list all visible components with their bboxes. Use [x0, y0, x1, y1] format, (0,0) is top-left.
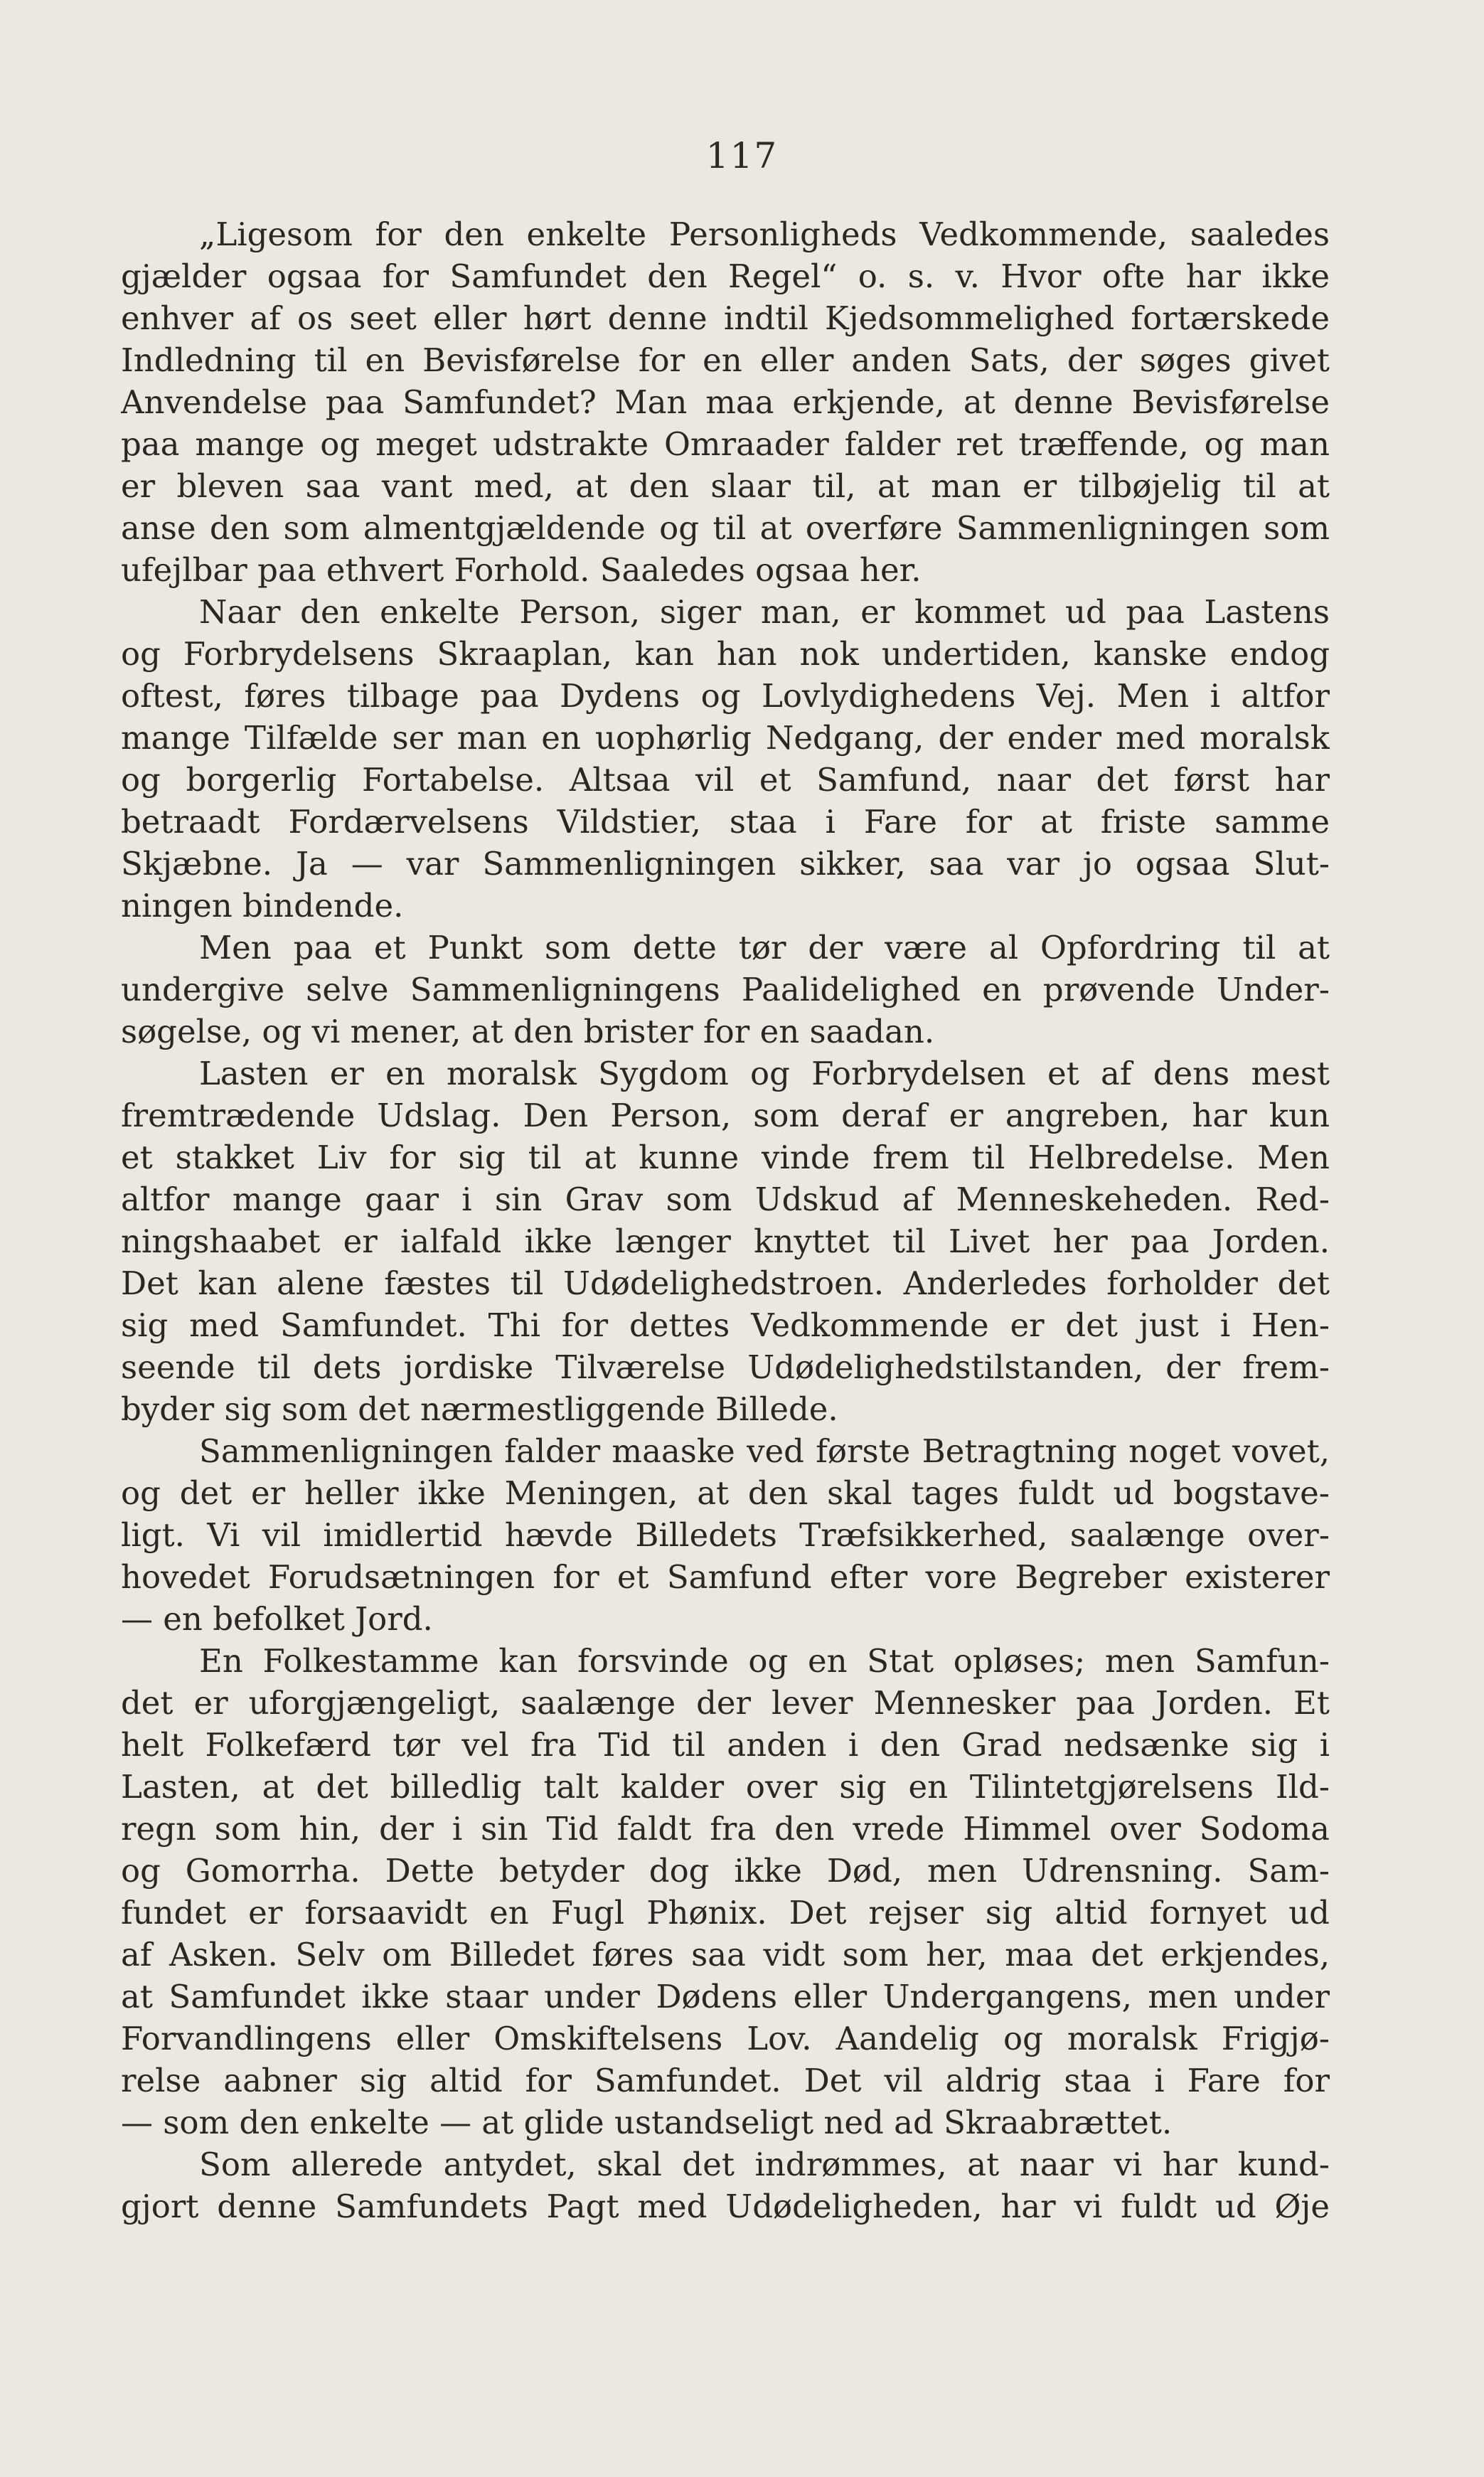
text-line: Sammenligningen falder maaske ved første Betragtning noget vovet, [199, 1432, 1330, 1470]
text-line: relse aabner sig altid for Samfundet. Det vil aldrig staa i Fare for [121, 2062, 1330, 2099]
text-line: Lasten, at det billedlig talt kalder over sig en Tilintetgjørelsens Ild- [121, 1768, 1330, 1806]
text-line: byder sig som det nærmestliggende Billede. [121, 1390, 838, 1428]
text-line: enhver af os seet eller hørt denne indtil Kjedsommelighed fortærskede [121, 299, 1330, 337]
text-line: helt Folkefærd tør vel fra Tid til anden i den Grad nedsænke sig i [121, 1726, 1330, 1764]
text-line: ufejlbar paa ethvert Forhold. Saaledes ogsaa her. [121, 551, 922, 589]
text-line: undergive selve Sammenligningens Paalidelighed en prøvende Under- [121, 971, 1330, 1008]
text-line: anse den som almentgjældende og til at overføre Sammenligningen som [121, 509, 1330, 547]
text-line: oftest, føres tilbage paa Dydens og Lovlydighedens Vej. Men i altfor [121, 677, 1330, 715]
page-number: 117 [705, 135, 779, 176]
text-line: — som den enkelte — at glide ustandseligt ned ad Skraabrættet. [121, 2104, 1173, 2141]
text-line: paa mange og meget udstrakte Omraader falder ret træffende, og man [121, 425, 1330, 463]
text-line: og borgerlig Fortabelse. Altsaa vil et Samfund, naar det først har [121, 761, 1330, 799]
text-line: mange Tilfælde ser man en uophørlig Nedgang, der ender med moralsk [121, 719, 1330, 757]
text-line: gjort denne Samfundets Pagt med Udødeligheden, har vi fuldt ud Øje [121, 2188, 1330, 2225]
text-line: betraadt Fordærvelsens Vildstier, staa i Fare for at friste samme [121, 803, 1330, 841]
text-line: regn som hin, der i sin Tid faldt fra den vrede Himmel over Sodoma [121, 1810, 1330, 1848]
text-line: Forvandlingens eller Omskiftelsens Lov. Aandelig og moralsk Frigjø- [121, 2020, 1330, 2057]
text-line: er bleven saa vant med, at den slaar til, at man er tilbøjelig til at [121, 467, 1330, 505]
text-line: og det er heller ikke Meningen, at den skal tages fuldt ud bogstave- [121, 1474, 1330, 1512]
text-line: det er uforgjængeligt, saalænge der lever Mennesker paa Jorden. Et [121, 1684, 1330, 1722]
text-line: ningen bindende. [121, 887, 404, 925]
text-line: at Samfundet ikke staar under Dødens eller Undergangens, men under [121, 1978, 1330, 2015]
text-line: Men paa et Punkt som dette tør der være al Opfordring til at [199, 929, 1330, 966]
text-line: Lasten er en moralsk Sygdom og Forbrydelsen et af dens mest [199, 1055, 1330, 1092]
text-line: hovedet Forudsætningen for et Samfund efter vore Begreber existerer [121, 1558, 1330, 1596]
text-line: og Gomorrha. Dette betyder dog ikke Død, men Udrensning. Sam- [121, 1852, 1330, 1890]
text-line: Som allerede antydet, skal det indrømmes, at naar vi har kund- [199, 2146, 1330, 2183]
text-line: seende til dets jordiske Tilværelse Udødelighedstilstanden, der frem- [121, 1348, 1330, 1386]
body-text [121, 213, 1330, 2227]
text-line: ligt. Vi vil imidlertid hævde Billedets Træfsikkerhed, saalænge over- [121, 1516, 1330, 1554]
text-line: „Ligesom for den enkelte Personligheds Vedkommende, saaledes [199, 215, 1330, 253]
text-line: Det kan alene fæstes til Udødelighedstroen. Anderledes forholder det [121, 1264, 1330, 1302]
text-line: fremtrædende Udslag. Den Person, som deraf er angreben, har kun [121, 1097, 1330, 1134]
text-line: sig med Samfundet. Thi for dettes Vedkommende er det just i Hen- [121, 1306, 1330, 1344]
text-line: gjælder ogsaa for Samfundet den Regel“ o. s. v. Hvor ofte har ikke [121, 257, 1330, 295]
text-line: Skjæbne. Ja — var Sammenligningen sikker, saa var jo ogsaa Slut- [121, 845, 1330, 883]
text-line: Indledning til en Bevisførelse for en eller anden Sats, der søges givet [121, 341, 1330, 379]
text-line: søgelse, og vi mener, at den brister for en saadan. [121, 1013, 935, 1050]
text-line: fundet er forsaavidt en Fugl Phønix. Det rejser sig altid fornyet ud [121, 1894, 1330, 1932]
text-line: En Folkestamme kan forsvinde og en Stat opløses; men Samfun- [199, 1642, 1330, 1680]
text-line: og Forbrydelsens Skraaplan, kan han nok undertiden, kanske endog [121, 635, 1330, 673]
text-line: ningshaabet er ialfald ikke længer knyttet til Livet her paa Jorden. [121, 1222, 1330, 1260]
text-line: — en befolket Jord. [121, 1600, 433, 1638]
text-line: af Asken. Selv om Billedet føres saa vidt som her, maa det erkjendes, [121, 1936, 1330, 1973]
text-line: altfor mange gaar i sin Grav som Udskud af Menneskeheden. Red- [121, 1181, 1330, 1218]
text-line: et stakket Liv for sig til at kunne vinde frem til Helbredelse. Men [121, 1139, 1330, 1176]
text-line: Naar den enkelte Person, siger man, er kommet ud paa Lastens [199, 593, 1330, 631]
text-line: Anvendelse paa Samfundet? Man maa erkjende, at denne Bevisførelse [121, 383, 1330, 421]
